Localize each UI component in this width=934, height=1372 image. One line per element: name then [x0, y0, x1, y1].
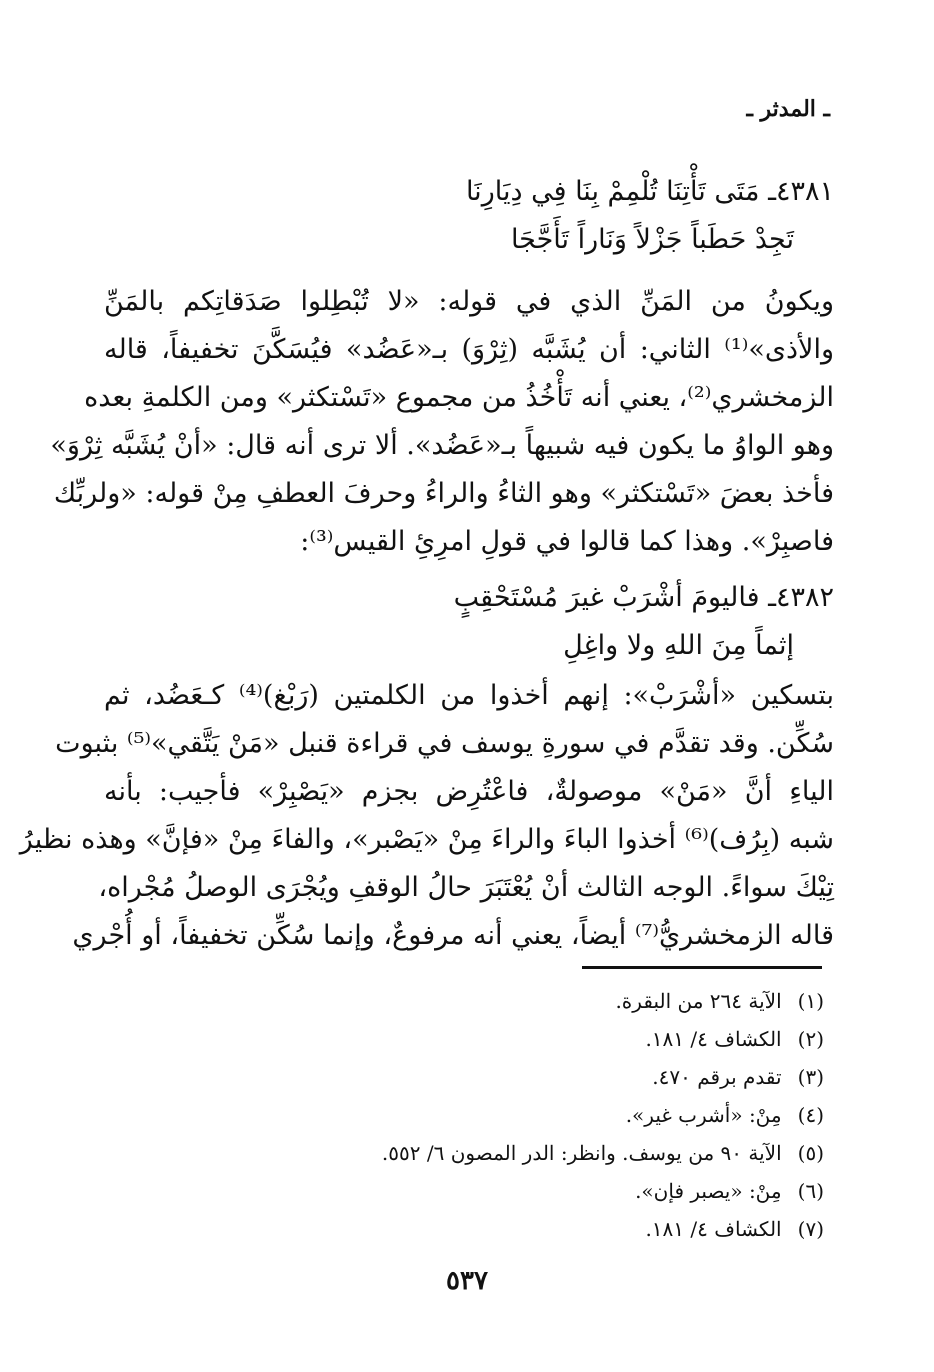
- running-header: ـ المدثر ـ: [746, 96, 830, 122]
- paragraph-line: شبه (بِرُف)⁽⁶⁾ أخذوا الباءَ والراءَ مِنْ «يَصْبر»، والفاءَ مِنْ «فإنَّ» وهذه نظيرُ: [19, 824, 834, 855]
- paragraph-line: قاله الزمخشريُّ⁽⁷⁾ أيضاً، يعني أنه مرفوعٌ، وإنما سُكِّن تخفيفاً، أو أُجْري: [72, 920, 834, 951]
- footnote-number: (١): [797, 989, 824, 1013]
- paragraph-line: الياءِ أنَّ «مَنْ» موصولةٌ، فاعْتُرِض بجزم «يَصْبِرْ» فأجيب: بأنه: [104, 776, 834, 807]
- verse-4381: [104, 168, 834, 264]
- footnote-text: مِنْ: «أشرب غير».: [625, 1103, 782, 1127]
- verse-hemistich-second: إثماً مِنَ اللهِ ولا واغِلِ: [563, 630, 794, 661]
- footnote-text: الآية ٩٠ من يوسف. وانظر: الدر المصون ٦/ ٥٥٢.: [381, 1141, 782, 1165]
- verse-hemistich-first: ٤٣٨٢ـ فاليومَ أشْرَبْ غيرَ مُسْتَحْقِبٍ: [453, 582, 834, 613]
- footnote-item: [104, 1134, 824, 1172]
- footnote-text: مِنْ: «يصبر فإن».: [635, 1179, 782, 1203]
- paragraph-line: ويكونُ من المَنِّ الذي في قوله: «لا تُبْطِلوا صَدَقاتِكم بالمَنِّ: [104, 286, 834, 317]
- footnotes-list: [104, 982, 824, 1248]
- footnote-number: (٣): [797, 1065, 824, 1089]
- footnote-number: (٢): [797, 1027, 824, 1051]
- footnote-text: الآية ٢٦٤ من البقرة.: [615, 989, 782, 1013]
- paragraph-line: فأخذ بعضَ «تَسْتكثر» وهو الثاءُ والراءُ وحرفَ العطفِ مِنْ قوله: «ولربِّك: [53, 478, 834, 509]
- footnote-text: الكشاف ٤/ ١٨١.: [645, 1027, 782, 1051]
- footnote-item: [104, 1096, 824, 1134]
- verse-4382: [104, 574, 834, 670]
- footnote-number: (٦): [797, 1179, 824, 1203]
- footnote-item: [104, 1058, 824, 1096]
- footnote-item: [104, 1210, 824, 1248]
- paragraph-line: والأذى»⁽¹⁾ الثاني: أن يُشَبَّه (ثِرْوَ) بـ«عَضُد» فيُسَكَّنَ تخفيفاً، قاله: [104, 334, 834, 365]
- footnote-number: (٤): [797, 1103, 824, 1127]
- footnote-item: [104, 982, 824, 1020]
- page-number: ٥٣٧: [446, 1266, 488, 1296]
- footnote-text: تقدم برقم ٤٧٠.: [652, 1065, 782, 1089]
- footnote-number: (٧): [797, 1217, 824, 1241]
- footnote-text: الكشاف ٤/ ١٨١.: [645, 1217, 782, 1241]
- footnote-separator: [582, 966, 822, 969]
- paragraph-line: بتسكين «أشْرَبْ»: إنهم أخذوا من الكلمتين (رَبْغ)⁽⁴⁾ كـعَضُد، ثم: [104, 680, 835, 711]
- footnote-item: [104, 1172, 824, 1210]
- commentary-paragraph-2: [19, 672, 835, 960]
- paragraph-line: تِيْكَ سواءً. الوجه الثالث أنْ يُعْتَبَرَ حالُ الوقفِ ويُجْرَى الوصلُ مُجْراه،: [98, 872, 834, 903]
- footnote-number: (٥): [797, 1141, 824, 1165]
- paragraph-line: وهو الواوُ ما يكون فيه شبيهاً بـ«عَضُد». ألا ترى أنه قال: «أنْ يُشَبَّه ثِرْوَ»: [50, 430, 834, 461]
- verse-hemistich-second: تَجِدْ حَطَباً جَزْلاً وَنَاراً تَأَجَّجَا: [510, 224, 794, 255]
- paragraph-line: فاصبِرْ». وهذا كما قالوا في قولِ امرِئِ القيس⁽³⁾:: [300, 526, 834, 557]
- paragraph-line: الزمخشري⁽²⁾، يعني أنه تَأْخُذُ من مجموع «تَسْتكثر» ومن الكلمةِ بعده: [84, 382, 834, 413]
- footnote-item: [104, 1020, 824, 1058]
- commentary-paragraph-1: [50, 278, 834, 566]
- verse-hemistich-first: ٤٣٨١ـ مَتَى تَأْتِنَا تُلْمِمْ بِنَا فِي دِيَارِنَا: [465, 176, 834, 207]
- paragraph-line: سُكِّن. وقد تقدَّم في سورةِ يوسف في قراءة قنبل «مَنْ يَتَّقي»⁽⁵⁾ بثبوت: [55, 728, 834, 759]
